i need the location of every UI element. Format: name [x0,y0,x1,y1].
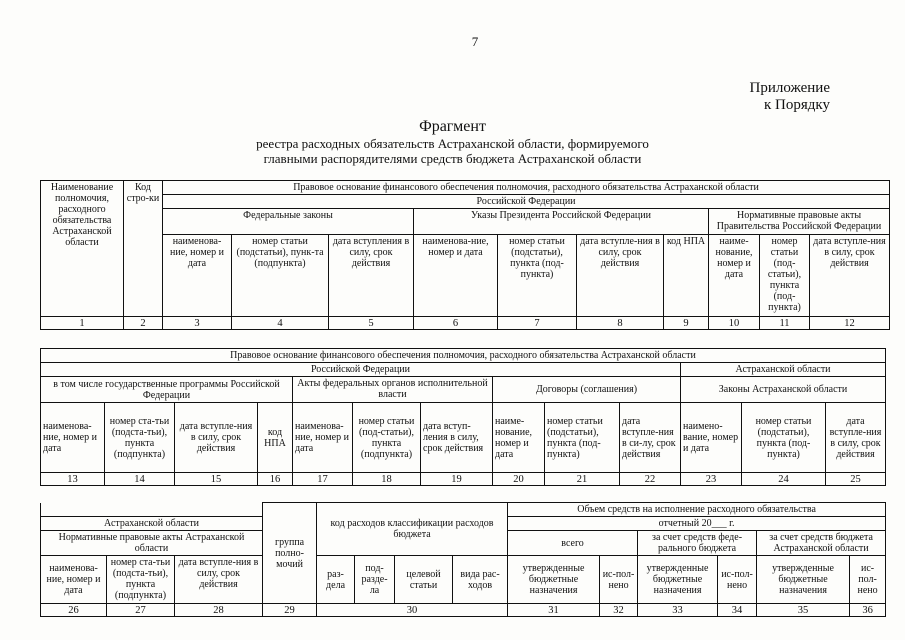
col-number: 19 [421,473,493,486]
header-astr-funds: за счет средств бюджета Астраханской области [757,531,886,556]
header-pd-date: дата вступле-ния в силу, срок действия [577,235,664,317]
header-ag-date: дата вступле-ния в си-лу, срок действия [620,403,681,473]
header-powers-group: группа полно-мочий [263,503,317,604]
header-presidential-decrees: Указы Президента Российской Федерации [414,209,709,235]
header-ga-date: дата вступле-ния в силу, срок действия [810,235,890,317]
header-budget-code: код расходов классификации расходов бюджета [317,503,508,556]
col-number: 15 [175,473,258,486]
header-total-approved: утвержденные бюджетные назначения [508,556,600,604]
header-al-name: наимено-вание, номер и дата [681,403,742,473]
header-ag-article: номер статьи (подстатьи), пункта (под-пункта) [545,403,620,473]
header-section: раз-дела [317,556,355,604]
header-fed-approved: утвержденные бюджетные назначения [638,556,718,604]
col-number: 32 [600,604,638,617]
col-number: 22 [620,473,681,486]
col-number: 21 [545,473,620,486]
title-line-2: главными распорядителями средств бюджета Астраханской области [263,151,642,166]
col-number: 30 [317,604,508,617]
header-pd-name: наименова-ние, номер и дата [414,235,498,317]
header-sp-code: код НПА [258,403,293,473]
header-fiscal-year: отчетный 20___ г. [508,517,886,531]
header-target-item: целевой статьи [395,556,453,604]
header-fl-date: дата вступления в силу, срок действия [329,235,414,317]
col-number: 18 [353,473,421,486]
header-volume: Объем средств на исполнение расходного обязательства [508,503,886,517]
col-number: 25 [826,473,886,486]
header-total: всего [508,531,638,556]
col-number: 7 [498,317,577,330]
header-ga-article: номер статьи (под-статьи), пункта (под-пункта) [760,235,810,317]
col-number: 31 [508,604,600,617]
header-pd-code: код НПА [664,235,709,317]
col-number: 4 [232,317,329,330]
col-number: 2 [124,317,163,330]
header-astr-approved: утвержденные бюджетные назначения [757,556,850,604]
header-obligation-name: Наименование полномочия, расходного обязательства Астраханской области [41,181,124,317]
col-number: 36 [850,604,886,617]
col-number: 20 [493,473,545,486]
col-number: 26 [41,604,107,617]
col-number: 33 [638,604,718,617]
header-fa-date: дата вступ-ления в силу, срок действия [421,403,493,473]
page-number: 7 [471,34,479,49]
header-government-acts: Нормативные правовые акты Правительства Российской Федерации [709,209,890,235]
appendix-label [720,80,830,114]
header-rf: Российской Федерации [163,195,890,209]
header-sp-date: дата вступле-ния в силу, срок действия [175,403,258,473]
col-number: 24 [742,473,826,486]
header-row-code: Код стро-ки [124,181,163,317]
col-number: 34 [718,604,757,617]
col-number: 10 [709,317,760,330]
appendix-line-2: к Порядку [764,97,830,113]
col-number: 9 [664,317,709,330]
header-agreements: Договоры (соглашения) [493,377,681,403]
col-number: 6 [414,317,498,330]
header-ag-name: наиме-нование, номер и дата [493,403,545,473]
col-number: 16 [258,473,293,486]
col-number: 27 [107,604,175,617]
col-number: 8 [577,317,664,330]
col-number: 17 [293,473,353,486]
col-number: 29 [263,604,317,617]
header-aa-date: дата вступле-ния в силу, срок действия [175,556,263,604]
col-number: 5 [329,317,414,330]
header-fl-name: наименова-ние, номер и дата [163,235,232,317]
header-astr: Астраханской области [41,517,263,531]
header-fa-name: наименова-ние, номер и дата [293,403,353,473]
col-number: 12 [810,317,890,330]
registry-table-part-2 [40,348,886,486]
header-al-article: номер статьи (подстатьи), пункта (под-пункта) [742,403,826,473]
header-ga-name: наиме-нование, номер и дата [709,235,760,317]
header-astr-laws: Законы Астраханской области [681,377,886,403]
header-fed-funds: за счет средств феде-рального бюджета [638,531,757,556]
header-fed-executed: ис-пол-нено [718,556,757,604]
header-subsection: под-разде-ла [355,556,395,604]
header-astr-executed: ис-пол-нено [850,556,886,604]
header-astr-acts: Нормативные правовые акты Астраханской области [41,531,263,556]
col-number: 35 [757,604,850,617]
header-fa-article: номер статьи (под-статьи), пункта (подпункта) [353,403,421,473]
header-total-executed: ис-пол-нено [600,556,638,604]
header-aa-article: номер ста-тьи (подста-тьи), пункта (подпункта) [107,556,175,604]
header-astr: Астраханской области [681,363,886,377]
col-number: 23 [681,473,742,486]
document-title [0,118,905,166]
col-number: 1 [41,317,124,330]
header-federal-laws: Федеральные законы [163,209,414,235]
registry-table-part-1 [40,180,890,330]
col-number: 11 [760,317,810,330]
col-number: 13 [41,473,105,486]
header-federal-authorities: Акты федеральных органов исполнительной власти [293,377,493,403]
header-aa-name: наименова-ние, номер и дата [41,556,107,604]
title-main: Фрагмент [419,118,486,135]
title-line-1: реестра расходных обязательств Астраханской области, формируемого [256,136,649,151]
appendix-line-1: Приложение [749,80,830,96]
header-state-programs: в том числе государственные программы Российской Федерации [41,377,293,403]
header-legal-basis: Правовое основание финансового обеспечения полномочия, расходного обязательства Астраханской области [41,349,886,363]
header-rf: Российской Федерации [41,363,681,377]
header-expense-type: вида рас-ходов [453,556,508,604]
registry-table-part-3 [40,502,886,617]
header-sp-name: наименова-ние, номер и дата [41,403,105,473]
col-number: 14 [105,473,175,486]
col-number: 28 [175,604,263,617]
header-blank [41,503,263,517]
header-fl-article: номер статьи (подстатьи), пунк-та (подпункта) [232,235,329,317]
header-al-date: дата вступле-ния в силу, срок действия [826,403,886,473]
col-number: 3 [163,317,232,330]
header-sp-article: номер ста-тьи (подста-тьи), пункта (подпункта) [105,403,175,473]
header-legal-basis: Правовое основание финансового обеспечения полномочия, расходного обязательства Астраханской области [163,181,890,195]
header-pd-article: номер статьи (подстатьи), пункта (под-пункта) [498,235,577,317]
